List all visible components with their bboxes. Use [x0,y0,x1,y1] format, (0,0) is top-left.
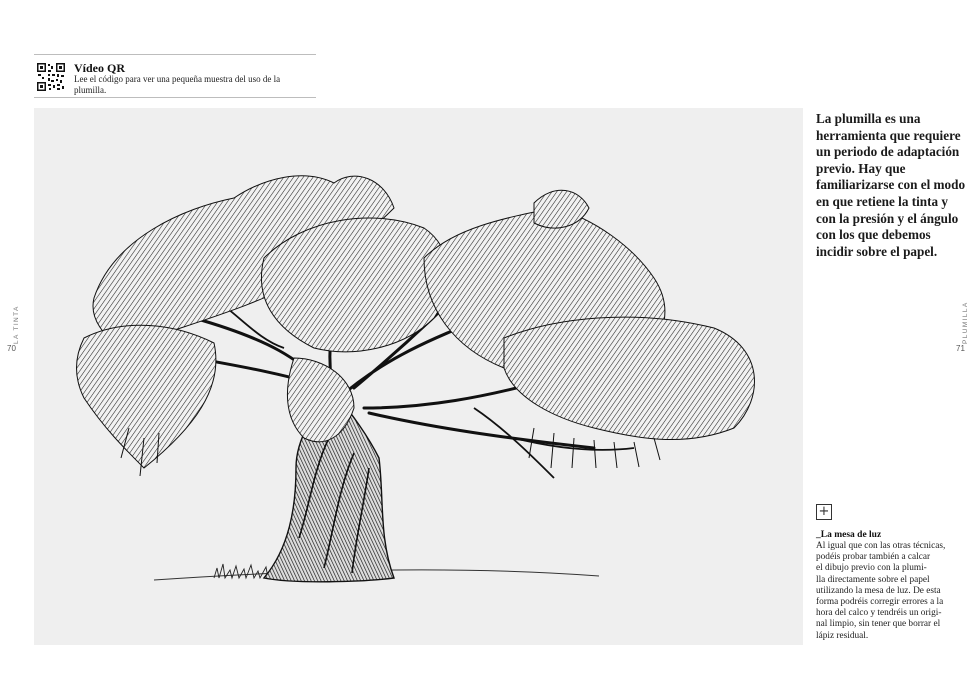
right-page-margin [954,300,974,360]
left-page-margin [5,300,25,360]
left-page-number: 70 [7,344,16,353]
note-body: Al igual que con las otras técnicas, podéis probar también a calcar el dibujo previo con la plumi- lla directamente sobre el papel utilizando la mesa de luz. De esta forma podréis corregir errores a la hora del calco y tendréis un origi- nal limpio, sin tener que borrar el lápiz residual. [816,541,946,641]
qr-video-box [34,54,316,98]
intro-paragraph: La plumilla es una herramienta que requiere un periodo de adaptación previo. Hay que familiarizarse con el modo en que retiene la tinta y con la presión y el ángulo con los que debemos incidir sobre el papel. [816,111,966,259]
qr-description: Lee el código para ver una pequeña muestra del uso de la plumilla. [74,74,281,95]
left-section-label: LA TINTA [13,305,20,344]
olive-tree-illustration [34,108,803,645]
right-page-number: 71 [956,344,965,353]
qr-title: Vídeo QR [74,61,125,75]
note-title: _La mesa de luz [816,530,882,540]
plus-icon: + [816,504,832,520]
tree-drawing [34,108,803,645]
qr-code-icon[interactable] [36,62,66,92]
right-section-label: PLUMILLA [962,301,969,344]
